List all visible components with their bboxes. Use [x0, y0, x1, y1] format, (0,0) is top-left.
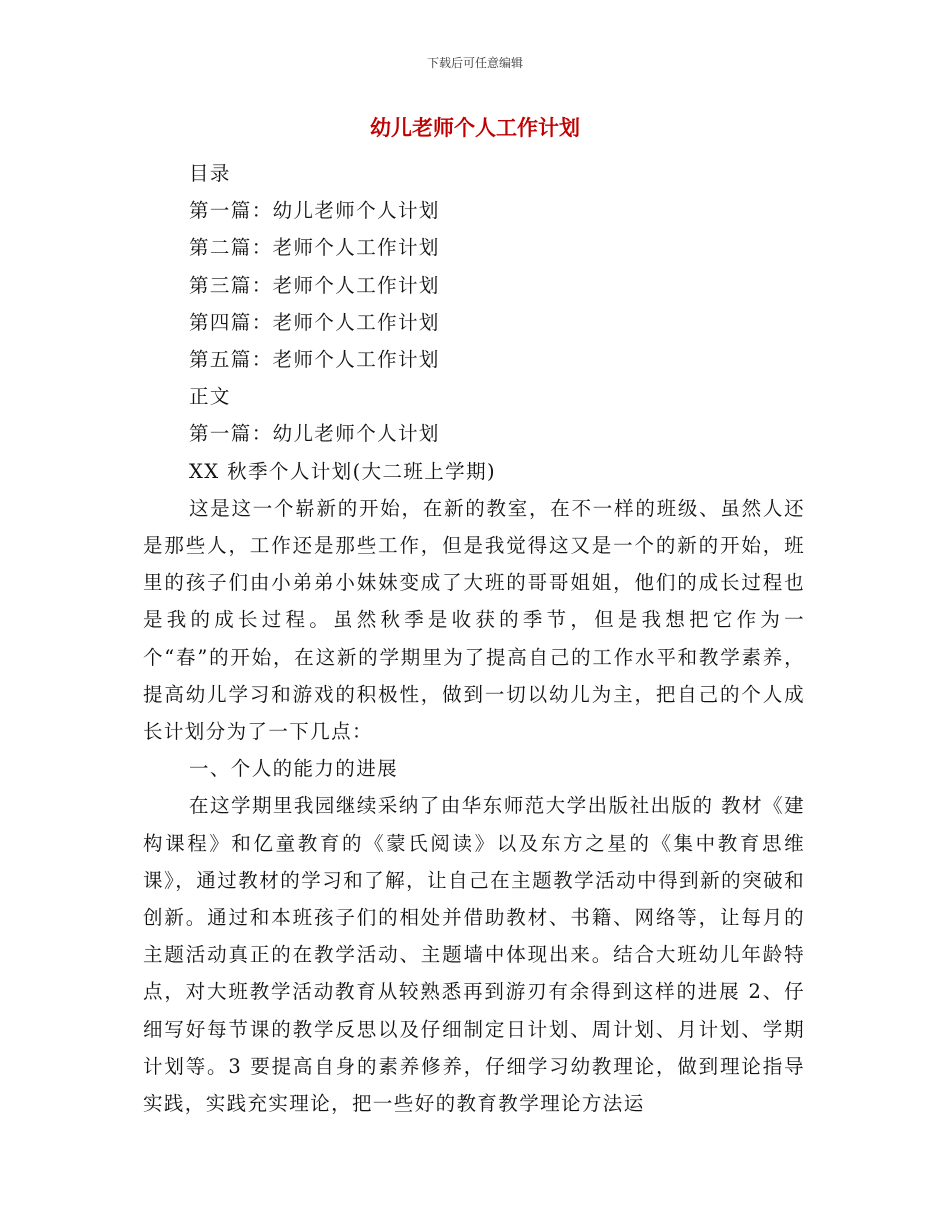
- toc-item-5: 第五篇：老师个人工作计划: [189, 347, 440, 371]
- toc-item-2: 第二篇：老师个人工作计划: [189, 236, 440, 260]
- paragraph-intro: 这是这一个崭新的开始，在新的教室，在不一样的班级、虽然人还是那些人，工作还是那些工作，但是我觉得这又是一个的新的开始，班里的孩子们由小弟弟小妹妹变成了大班的哥哥姐姐，他们的成长过程也是我的成长过程。虽然秋季是收获的季节，但是我想把它作为一个“春”的开始，在这新的学期里为了提高自己的工作水平和教学素养，提高幼儿学习和游戏的积极性，做到一切以幼儿为主，把自己的个人成长计划分为了一下几点：: [143, 496, 805, 743]
- document-body: [143, 155, 805, 1122]
- chapter-title: 第一篇：幼儿老师个人计划: [189, 422, 440, 446]
- toc-item-3: 第三篇：老师个人工作计划: [189, 273, 440, 297]
- body-heading: 正文: [189, 385, 231, 409]
- page-header-note: 下载后可任意编辑: [426, 56, 523, 70]
- toc-heading: 目录: [189, 162, 231, 185]
- plan-subtitle: XX 秋季个人计划(大二班上学期): [189, 459, 496, 483]
- toc-item-4: 第四篇：老师个人工作计划: [189, 310, 440, 334]
- toc-item-1: 第一篇：幼儿老师个人计划: [189, 199, 440, 223]
- document-title: 幼儿老师个人工作计划: [370, 116, 580, 140]
- paragraph-section-1: 在这学期里我园继续采纳了由华东师范大学出版社出版的 教材《建构课程》和亿童教育的《蒙氏阅读》以及东方之星的《集中教育思维课》，通过教材的学习和了解，让自己在主题教学活动中得到新的突破和创新。通过和本班孩子们的相处并借助教材、书籍、网络等，让每月的主题活动真正的在教学活动、主题墙中体现出来。结合大班幼儿年龄特点，对大班教学活动教育从较熟悉再到游刃有余得到这样的进展 2、仔细写好每节课的教学反思以及仔细制定日计划、周计划、月计划、学期计划等。3 要提高自身的素养修养，仔细学习幼教理论，做到理论指导实践，实践充实理论，把一些好的教育教学理论方法运: [143, 794, 805, 1115]
- section-heading-1: 一、个人的能力的进展: [189, 757, 399, 781]
